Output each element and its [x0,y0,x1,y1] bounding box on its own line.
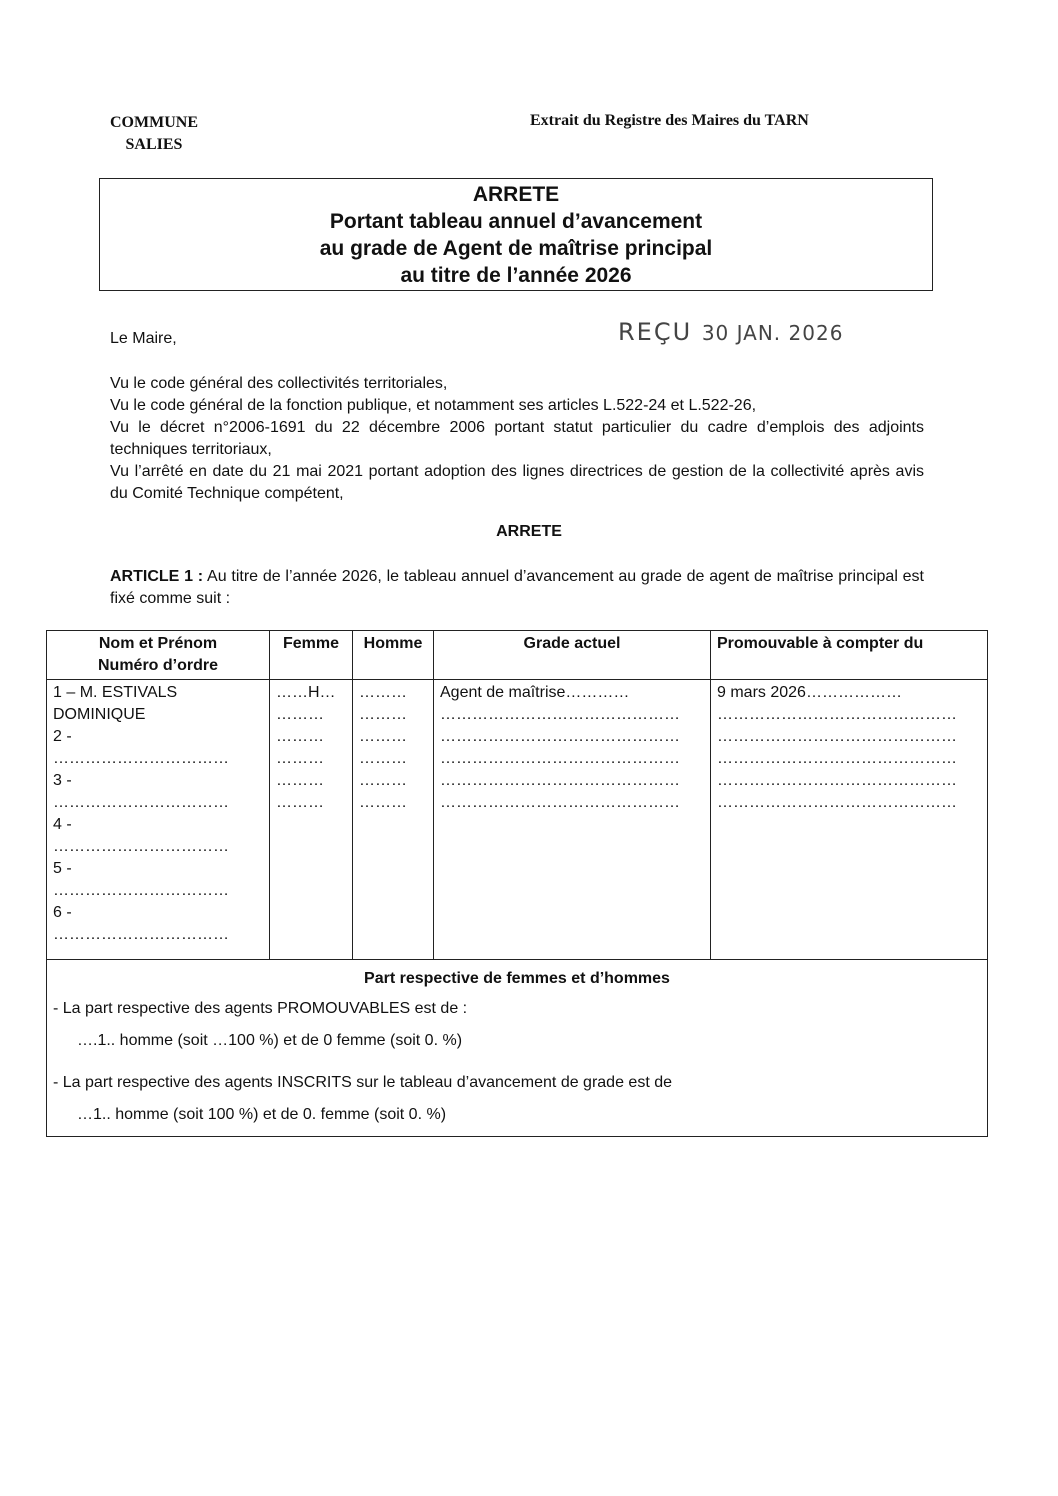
visa-item: Vu le code général de la fonction publique, et notamment ses articles L.522-24 et L.522-26, [110,397,757,414]
title-line2: Portant tableau annuel d’avancement [329,210,703,233]
visa-item: Vu le code général des collectivités territoriales, [110,375,448,392]
commune-label: COMMUNE [110,114,198,131]
header-homme: Homme [353,631,434,680]
title-line4: au titre de l’année 2026 [400,264,632,287]
homme-cell: ……… ……… ……… ……… ……… ……… [353,680,434,960]
visas [110,373,924,505]
arrete-heading: ARRETE [496,523,562,540]
visa-item: Vu l’arrêté en date du 21 mai 2021 portant adoption des lignes directrices de gestion de la collectivité après avis du Comité Technique compétent, [110,463,924,502]
stamp-recu: REÇU [618,318,693,346]
promouvables-value: ….1.. homme (soit …100 %) et de 0 femme (soit 0. %) [77,1032,463,1049]
title-arrete: ARRETE [472,183,560,206]
grade-cell: Agent de maîtrise………… ……………………………………… ……………………………………… ……………………………………… ……………………………………… ……………………………………… [434,680,711,960]
maire-label: Le Maire, [110,330,177,347]
article-text: Au titre de l’année 2026, le tableau annuel d’avancement au grade de agent de maîtrise principal est fixé comme suit : [110,568,924,607]
header-promouvable: Promouvable à compter du [711,631,988,680]
inscrits-value: …1.. homme (soit 100 %) et de 0. femme (soit 0. %) [77,1106,447,1123]
registry-extract: Extrait du Registre des Maires du TARN [530,112,809,129]
title-box [99,178,933,291]
table-header-row [47,631,988,680]
table-row [47,680,988,960]
stamp-date: 30 JAN. 2026 [701,321,844,345]
share-cell [47,960,988,1137]
header-grade: Grade actuel [434,631,711,680]
article-label: ARTICLE 1 : [110,568,204,585]
commune-header [110,112,198,156]
share-heading: Part respective de femmes et d’hommes [364,970,670,987]
article-1 [110,566,924,610]
visa-item: Vu le décret n°2006-1691 du 22 décembre 2006 portant statut particulier du cadre d’emplois des adjoints techniques territoriaux, [110,419,924,458]
commune-name: SALIES [125,136,183,153]
received-stamp [618,318,843,346]
femme-cell: ……H… ……… ……… ……… ……… ……… [270,680,353,960]
header-femme: Femme [270,631,353,680]
share-row [47,960,988,1137]
inscrits-label: - La part respective des agents INSCRITS sur le tableau d’avancement de grade est de [53,1074,673,1091]
header-nom: Nom et Prénom Numéro d’ordre [47,631,270,680]
nom-cell: 1 – M. ESTIVALS DOMINIQUE 2 - …………………………… 3 - …………………………… 4 - …………………………… 5 - …………………………… 6 - …………………………… [47,680,270,960]
promouvable-cell: 9 mars 2026……………… ……………………………………… ……………………………………… ……………………………………… ……………………………………… ……………………………………… [711,680,988,960]
title-line3: au grade de Agent de maîtrise principal [319,237,713,260]
promotion-table [46,630,988,1137]
promouvables-label: - La part respective des agents PROMOUVABLES est de : [53,1000,468,1017]
